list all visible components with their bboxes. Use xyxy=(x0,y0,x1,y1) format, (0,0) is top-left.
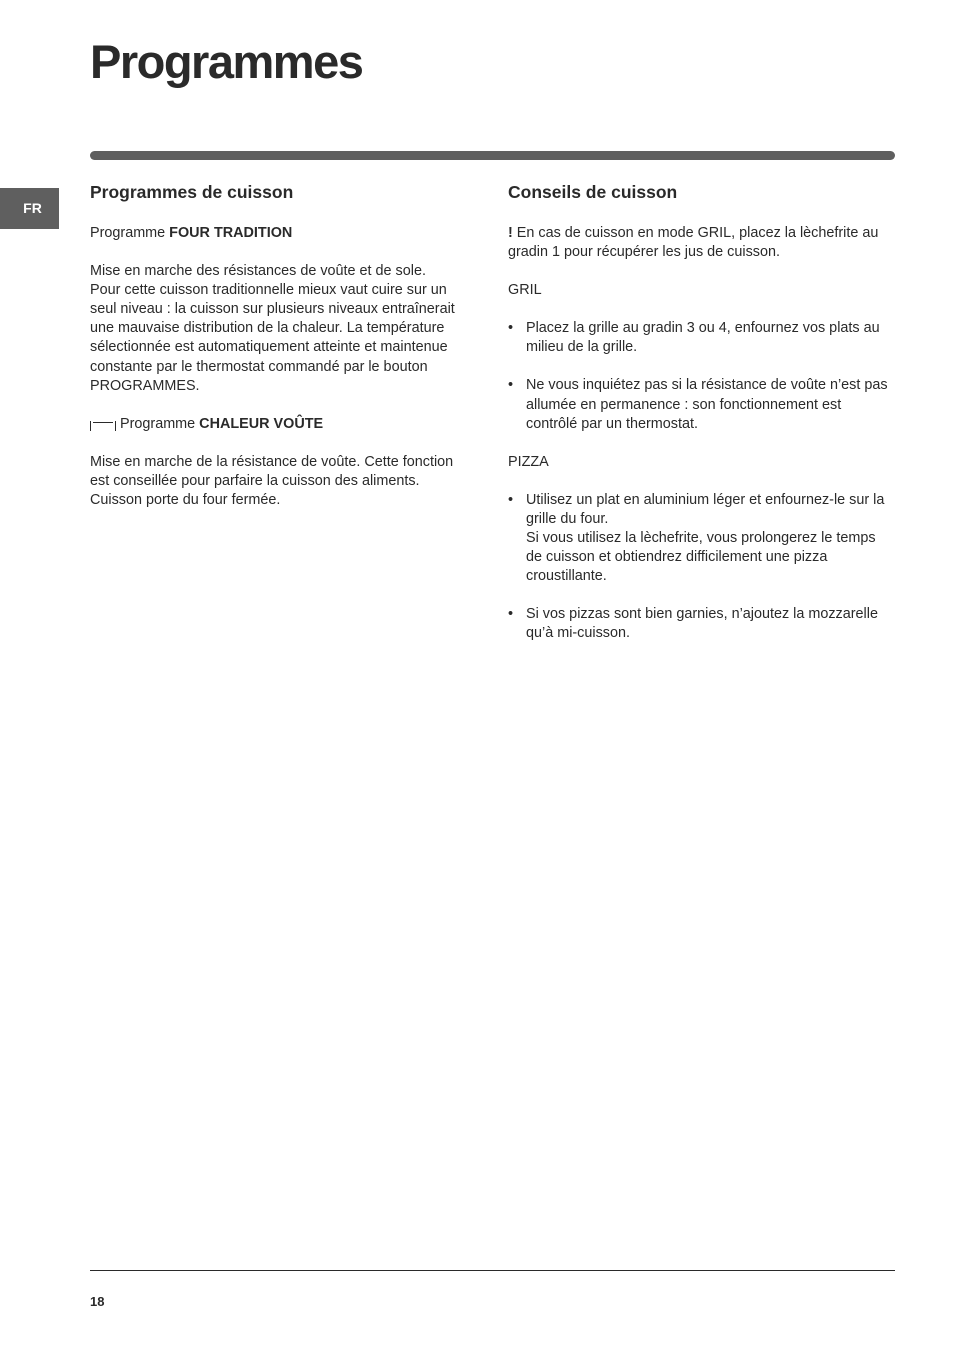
page-title: Programmes xyxy=(90,35,363,88)
bullet-icon: • xyxy=(508,491,514,508)
upper-heating-element-icon xyxy=(90,421,116,431)
paragraph-chaleur-voute: Mise en marche de la résistance de voûte. Cette fonction est conseillée pour parfaire la cuisson des aliments. Cuisson porte du four fermée. xyxy=(90,453,454,509)
bullet-icon: • xyxy=(508,377,514,394)
list-item xyxy=(508,376,888,433)
right-column xyxy=(508,180,888,663)
list-item-text: Ne vous inquiétez pas si la résistance de voûte n’est pas allumée en permanence : son fonctionnement est contrôlé par un thermostat. xyxy=(526,377,888,432)
warning-icon: ! xyxy=(508,225,513,241)
warning-text: En cas de cuisson en mode GRIL, placez la lèchefrite au gradin 1 pour récupérer les jus de cuisson. xyxy=(508,225,879,261)
list-item xyxy=(508,319,888,357)
paragraph-four-tradition: Mise en marche des résistances de voûte et de sole. Pour cette cuisson traditionnelle mieux vaut cuire sur un seul niveau : la cuisson sur plusieurs niveaux entraînerait une mauvaise distribution de la chaleur. La température sélectionnée est automatiquement atteinte et maintenue constante par le thermostat commandé par le bouton PROGRAMMES. xyxy=(90,263,455,394)
left-column xyxy=(90,180,460,529)
list-item xyxy=(508,491,888,586)
bullet-icon: • xyxy=(508,320,514,337)
list-item-text: Placez la grille au gradin 3 ou 4, enfournez vos plats au milieu de la grille. xyxy=(526,320,880,356)
program-prefix: Programme xyxy=(90,225,166,241)
header-divider xyxy=(90,151,895,160)
language-tab: FR xyxy=(0,188,59,229)
list-item-text: Si vos pizzas sont bien garnies, n’ajoutez la mozzarelle qu’à mi-cuisson. xyxy=(526,606,878,642)
program-four-tradition xyxy=(90,224,460,243)
section-heading-conseils: Conseils de cuisson xyxy=(508,182,678,202)
list-item xyxy=(508,605,888,643)
section-heading-programmes: Programmes de cuisson xyxy=(90,182,294,202)
program-prefix: Programme xyxy=(120,415,196,432)
footer-divider xyxy=(90,1270,895,1271)
bullet-icon: • xyxy=(508,606,514,623)
pizza-label: PIZZA xyxy=(508,453,549,470)
page-number: 18 xyxy=(90,1294,105,1309)
list-item-text: Utilisez un plat en aluminium léger et enfournez-le sur la grille du four. xyxy=(526,491,885,527)
list-item-text: Si vous utilisez la lèchefrite, vous prolongerez le temps de cuisson et obtiendrez difficilement une pizza croustillante. xyxy=(526,530,876,585)
gril-label: GRIL xyxy=(508,282,542,299)
program-name: FOUR TRADITION xyxy=(169,225,293,241)
program-name: CHALEUR VOÛTE xyxy=(199,415,324,432)
program-chaleur-voute xyxy=(90,415,460,434)
warning-note xyxy=(508,224,888,262)
